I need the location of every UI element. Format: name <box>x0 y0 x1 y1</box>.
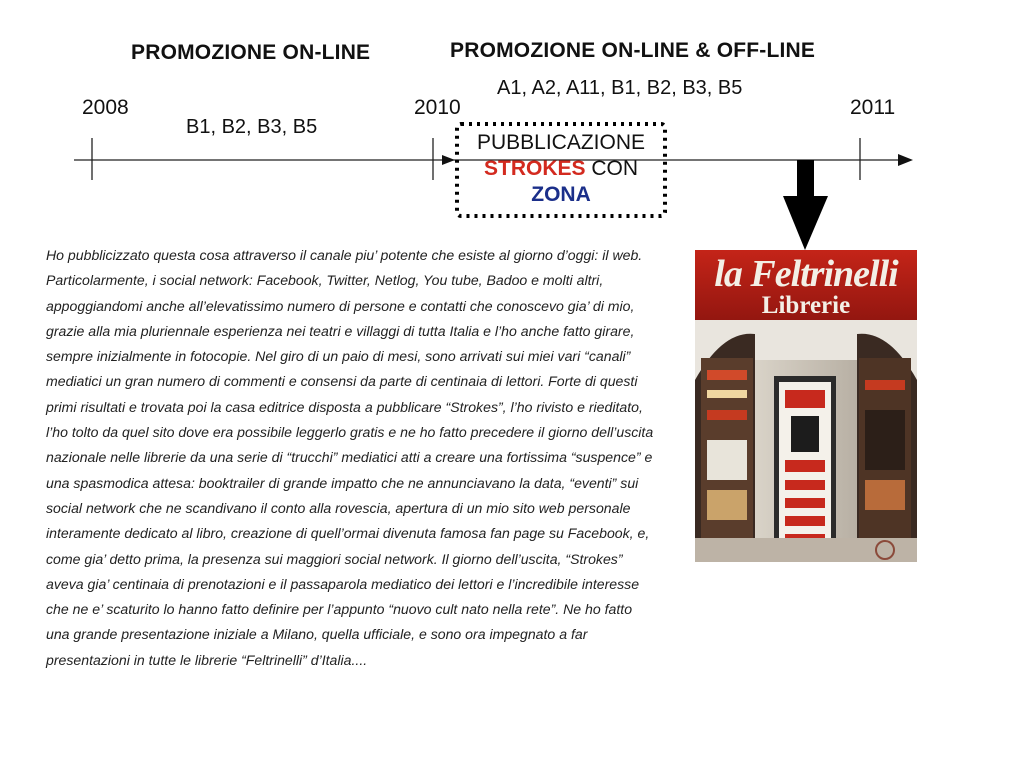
header-online: PROMOZIONE ON-LINE <box>131 41 371 64</box>
down-arrow-head <box>783 196 828 250</box>
codes-period-2: A1, A2, A11, B1, B2, B3, B5 <box>497 77 743 99</box>
year-2011: 2011 <box>850 96 896 119</box>
publication-line1: PUBBLICAZIONE <box>476 131 646 154</box>
sign-librerie: Librerie <box>761 292 851 319</box>
header-online-offline: PROMOZIONE ON-LINE & OFF-LINE <box>450 39 816 62</box>
body-paragraph <box>46 243 656 673</box>
publication-line2 <box>455 156 667 182</box>
timeline-arrowhead <box>898 154 913 166</box>
paragraph-text: Ho pubblicizzato questa cosa attraverso il canale piu’ potente che esiste al giorno d’oggi: il web. Particolarmente, i social network: Facebook, Twitter, Netlog, You tube, Badoo e molti altri, appoggiandomi anche all’elevatissimo numero di persone e contatti che conoscevo gia’ di mio, grazie alla mia pluriennale esperienza nei teatri e villaggi di tutta Italia e l’ho anche fatto girare, sempre inizialmente in fotocopie. Nel giro di un paio di mesi, sono arrivati sui miei vari “canali” mediatici un gran numero di commenti e consensi da parte di centinaia di lettori. Forte di questi primi risultati e trovata poi la casa editrice disposta a pubblicare “Strokes”, l’ho rivisto e rieditato, l’ho tolto da quel sito dove era possibile leggerlo gratis e ne ho fatto precedere il giorno dell’uscita nazionale nelle librerie da una serie di “trucchi” mediatici atti a creare una fortissima “suspence” e una spasmodica attesa: booktrailer di grande impatto che ne annunciavano la data, “eventi” sui social network che ne scandivano il conto alla rovescia, apertura di un mio sito web personale interamente dedicato al libro, creazione di quell’ormai divenuta famosa fan page su Facebook, e, come gia’ detto prima, la presenza sui maggiori social network. Il giorno dell’uscita, “Strokes” aveva gia’ centinaia di prenotazioni e il passaparola mediatico dei lettori e l’incredibile interesse che ne e’ scaturito lo hanno fatto definire per l’appunto “nuovo cult nato nella rete”. Ne ho fatto una grande presentazione iniziale a Milano, quella ufficiale, e sono ora impegnato a far presentazioni in tutte le librerie “Feltrinelli” d’Italia.... <box>46 247 654 668</box>
year-2008: 2008 <box>82 96 129 119</box>
sign-feltrinelli: la Feltrinelli <box>714 253 898 295</box>
year-2010: 2010 <box>414 96 461 119</box>
publication-box <box>455 124 667 216</box>
strokes-label: STROKES <box>483 157 586 180</box>
zona-label: ZONA <box>531 183 591 206</box>
down-arrow-shaft <box>797 160 814 198</box>
box-entry-arrowhead <box>442 155 455 165</box>
codes-period-1: B1, B2, B3, B5 <box>186 116 318 138</box>
feltrinelli-store-photo <box>695 250 917 562</box>
con-label: CON <box>591 157 639 180</box>
